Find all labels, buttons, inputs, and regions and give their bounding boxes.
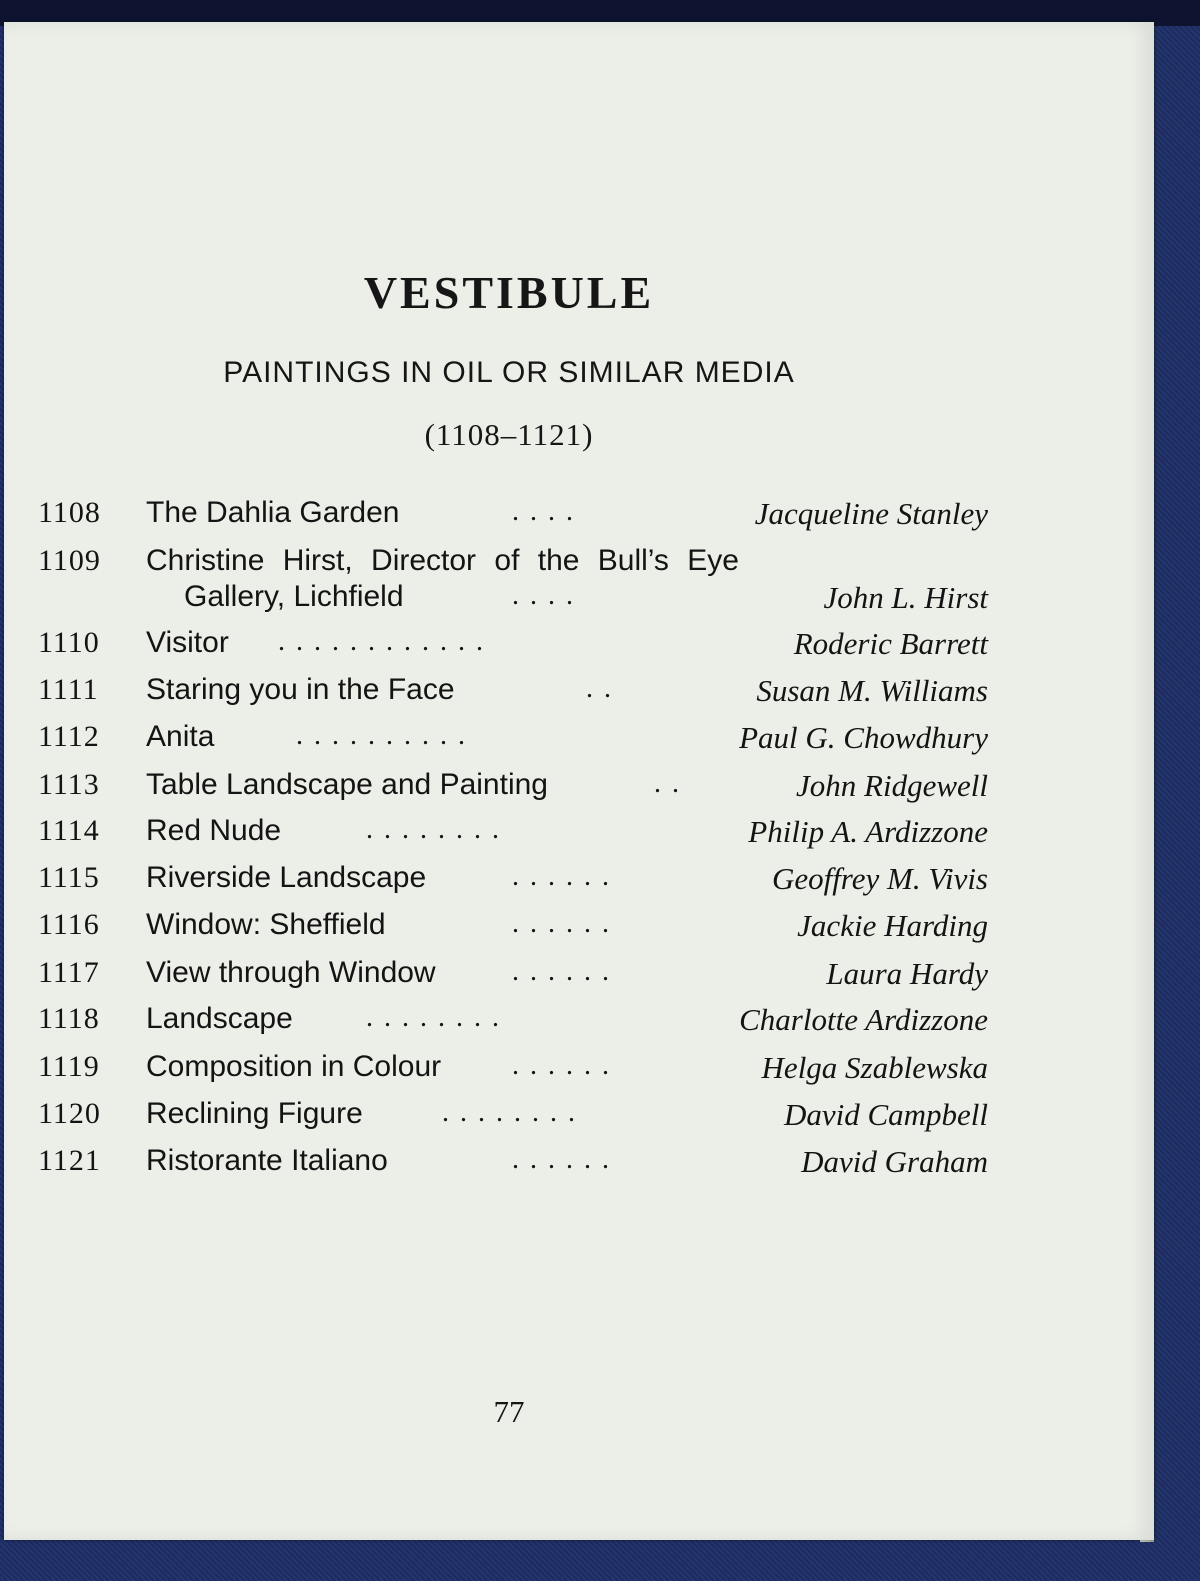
entry-artist: Helga Szablewska (761, 1050, 988, 1085)
entry-number: 1119 (38, 1050, 100, 1083)
entry-title: Reclining Figure (146, 1097, 363, 1130)
entry-artist: David Campbell (783, 1097, 988, 1132)
catalogue-entry (38, 1144, 988, 1188)
entry-artist: John Ridgewell (796, 768, 988, 803)
entry-artist: Jackie Harding (797, 908, 988, 943)
catalogue-entry (38, 544, 988, 628)
dot-leader: . . . . . . . . (442, 1097, 577, 1128)
entry-number: 1110 (38, 626, 100, 659)
dot-leader: . . . . . . . . . . . . (278, 626, 485, 657)
catalogue-entry (38, 1097, 988, 1141)
dot-leader: . . . . . . . . (366, 814, 501, 845)
entry-title-continued: Gallery, Lichfield (184, 580, 404, 613)
dot-leader: . . . . . . (512, 861, 611, 892)
page-number: 77 (493, 1394, 525, 1429)
entry-title: Visitor (146, 626, 229, 659)
entry-title: Table Landscape and Painting (146, 768, 548, 801)
entry-artist: Jacqueline Stanley (754, 496, 988, 531)
entry-artist: Paul G. Chowdhury (739, 720, 988, 755)
entry-number: 1111 (38, 673, 99, 706)
dot-leader: . . . . . . . . . . (296, 720, 467, 751)
entry-title: Ristorante Italiano (146, 1144, 388, 1177)
entry-number: 1114 (38, 814, 100, 847)
catalogue-entry (38, 956, 988, 1000)
section-subtitle: PAINTINGS IN OIL OR SIMILAR MEDIA (223, 356, 795, 389)
entry-number: 1121 (38, 1144, 101, 1177)
catalogue-entry (38, 720, 988, 764)
entry-artist: Laura Hardy (826, 956, 988, 991)
entry-artist: John L. Hirst (823, 580, 988, 615)
entry-artist: Philip A. Ardizzone (748, 814, 988, 849)
entry-artist: Geoffrey M. Vivis (771, 861, 988, 896)
entry-artist: David Graham (801, 1144, 988, 1179)
dot-leader: . . . . . . (512, 1144, 611, 1175)
dot-leader: . . . . (512, 496, 575, 527)
entry-title: Anita (146, 720, 215, 753)
entry-number: 1118 (38, 1002, 100, 1035)
catalogue-entry (38, 908, 988, 952)
entry-number: 1112 (38, 720, 100, 753)
entry-title: Composition in Colour (146, 1050, 442, 1083)
catalogue-entry (38, 814, 988, 858)
catalogue-entry (38, 768, 988, 812)
entry-title: Red Nude (146, 814, 282, 847)
entry-number: 1108 (38, 496, 101, 529)
entry-number: 1116 (38, 908, 100, 941)
entry-title: The Dahlia Garden (146, 496, 400, 529)
dot-leader: . . . . . . (512, 1050, 611, 1081)
catalogue-entry (38, 1050, 988, 1094)
entry-title: Staring you in the Face (146, 673, 455, 706)
entry-artist: Charlotte Ardizzone (739, 1002, 988, 1037)
dot-leader: . . . . (512, 580, 575, 611)
entry-number: 1115 (38, 861, 100, 894)
catalogue-entry (38, 496, 988, 540)
entry-title: View through Window (146, 956, 436, 989)
entry-number: 1120 (38, 1097, 101, 1130)
dot-leader: . . (586, 673, 613, 704)
dot-leader: . . . . . . . . (366, 1002, 501, 1033)
entry-title: Landscape (146, 1002, 293, 1035)
dot-leader: . . . . . . (512, 956, 611, 987)
dot-leader: . . . . . . (512, 908, 611, 939)
catalogue-range: (1108–1121) (424, 417, 594, 452)
catalogue-entry (38, 626, 988, 670)
catalogue-page (4, 22, 1154, 1540)
entry-title: Window: Sheffield (146, 908, 386, 941)
page-title: VESTIBULE (363, 267, 655, 318)
catalogue-entry (38, 861, 988, 905)
entry-number: 1117 (38, 956, 100, 989)
entry-artist: Susan M. Williams (756, 673, 988, 708)
entry-artist: Roderic Barrett (793, 626, 988, 661)
entry-number: 1109 (38, 544, 101, 577)
entry-title: Riverside Landscape (146, 861, 427, 894)
catalogue-entry (38, 1002, 988, 1046)
entry-number: 1113 (38, 768, 100, 801)
catalogue-entry (38, 673, 988, 717)
dot-leader: . . (654, 768, 681, 799)
entry-title: Christine Hirst, Director of the Bull’s Eye (146, 544, 739, 577)
